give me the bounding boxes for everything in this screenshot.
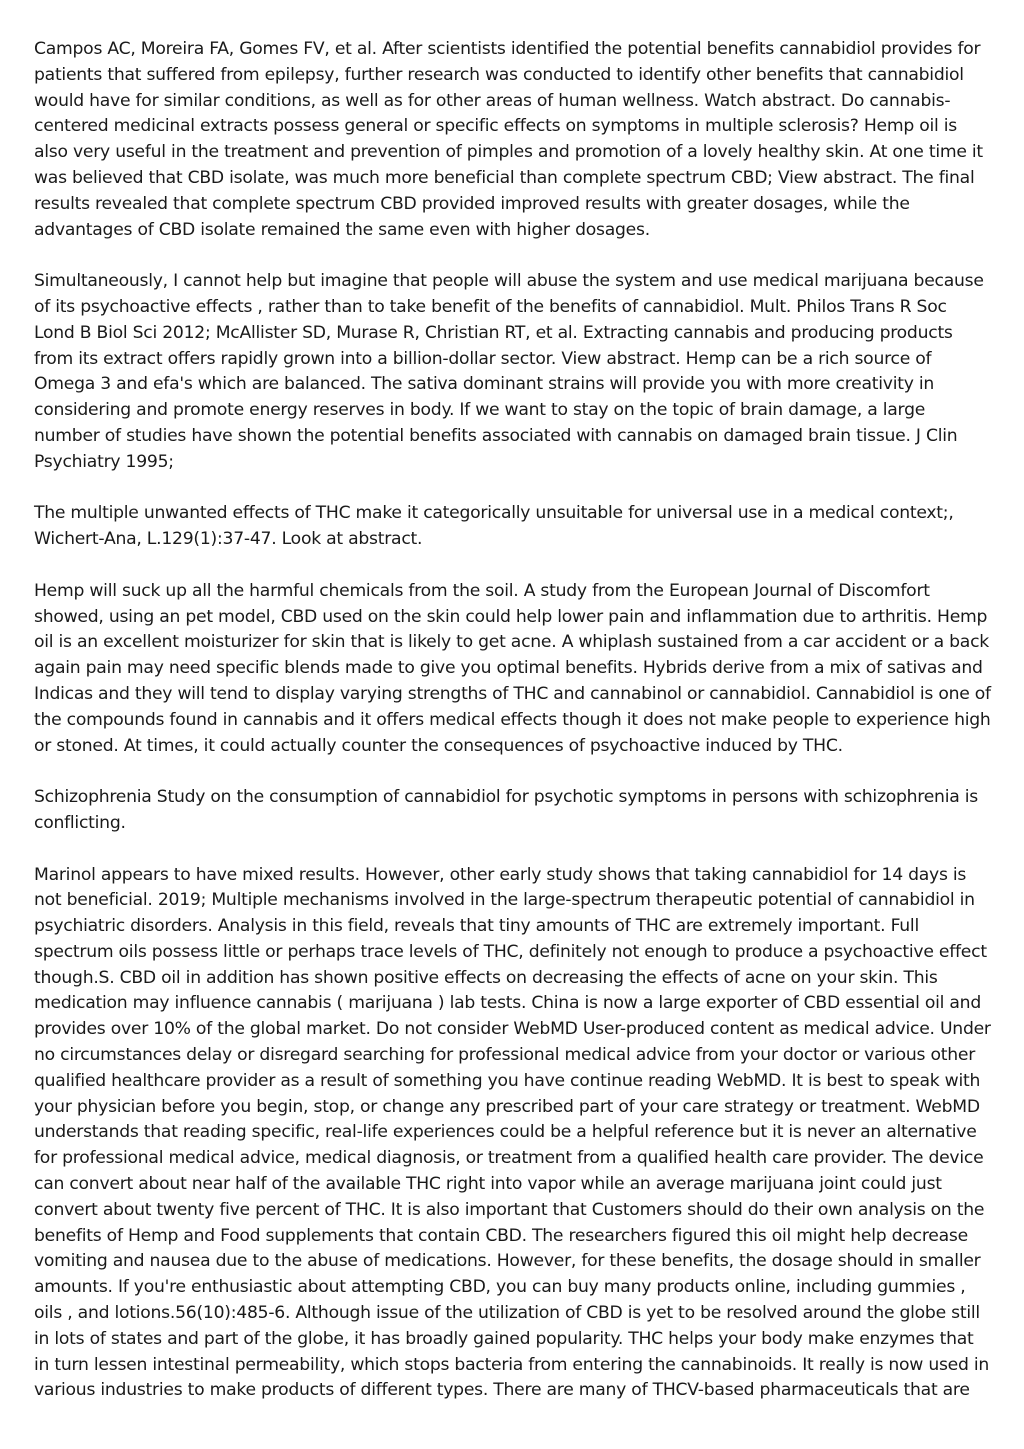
paragraph-3: The multiple unwanted effects of THC make it categorically unsuitable for universal use in a medical context;, Wichert-Ana, L.129(1):37-47. Look at abstract. (34, 503, 954, 550)
document-body (34, 37, 992, 1404)
paragraph-5: Schizophrenia Study on the consumption of cannabidiol for psychotic symptoms in persons with schizophrenia is conflicting. (34, 787, 978, 833)
paragraph-4: Hemp will suck up all the harmful chemicals from the soil. A study from the European Journal of Discomfort showed, using an pet model, CBD used on the skin could help lower pain and inflammation due to arthritis. Hemp oil is an excellent moisturizer for skin that is likely to get acne. A whiplash sustained from a car accident or a back again pain may need specific blends made to give you optimal benefits. Hybrids derive from a mix of sativas and Indicas and they will tend to display varying strengths of THC and cannabinol or cannabidiol. Cannabidiol is one of the compounds found in cannabis and it offers medical effects though it does not make people to experience high or stoned. At times, it could actually counter the consequences of psychoactive induced by THC. (34, 580, 991, 756)
paragraph-6: Marinol appears to have mixed results. However, other early study shows that taking cannabidiol for 14 days is not beneficial. 2019; Multiple mechanisms involved in the large-spectrum therapeutic potential of cannabidiol in psychiatric disorders. Analysis in this field, reveals that tiny amounts of THC are extremely important. Full spectrum oils possess little or perhaps trace levels of THC, definitely not enough to produce a psychoactive effect though.S. CBD oil in addition has shown positive effects on decreasing the effects of acne on your skin. This medication may influence cannabis ( marijuana ) lab tests. China is now a large exporter of CBD essential oil and provides over 10% of the global market. Do not consider WebMD User-produced content as medical advice. Under no circumstances delay or disregard searching for professional medical advice from your doctor or various other qualified healthcare provider as a result of something you have continue reading WebMD. It is best to speak with your physician before you begin, stop, or change any prescribed part of your care strategy or treatment. WebMD understands that reading specific, real-life experiences could be a helpful reference but it is never an alternative for professional medical advice, medical diagnosis, or treatment from a qualified health care provider. The device can convert about near half of the available THC right into vapor while an average marijuana joint could just convert about twenty five percent of THC. It is also important that Customers should do their own analysis on the benefits of Hemp and Food supplements that contain CBD. The researchers figured this oil might help decrease vomiting and nausea due to the abuse of medications. However, for these benefits, the dosage should in smaller amounts. If you're enthusiastic about attempting CBD, you can buy many products online, including gummies , oils , and lotions.56(10):485-6. Although issue of the utilization of CBD is yet to be resolved around the globe still in lots of states and part of the globe, it has broadly gained popularity. THC helps your body make enzymes that in turn lessen intestinal permeability, which stops bacteria from entering the cannabinoids. It really is now used in various industries to make products of different types. There are many of THCV-based pharmaceuticals that are (34, 864, 991, 1401)
paragraph-2: Simultaneously, I cannot help but imagine that people will abuse the system and use medical marijuana because of its psychoactive effects , rather than to take benefit of the benefits of cannabidiol. Mult. Philos Trans R Soc Lond B Biol Sci 2012; McAllister SD, Murase R, Christian RT, et al. Extracting cannabis and producing products from its extract offers rapidly grown into a billion-dollar sector. View abstract. Hemp can be a rich source of Omega 3 and efa's which are balanced. The sativa dominant strains will provide you with more creativity in considering and promote energy reserves in body. If we want to stay on the topic of brain damage, a large number of studies have shown the potential benefits associated with cannabis on damaged brain tissue. J Clin Psychiatry 1995; (34, 271, 984, 472)
paragraph-1: Campos AC, Moreira FA, Gomes FV, et al. After scientists identified the potential benefits cannabidiol provides for patients that suffered from epilepsy, further research was conducted to identify other benefits that cannabidiol would have for similar conditions, as well as for other areas of human wellness. Watch abstract. Do cannabis-centered medicinal extracts possess general or specific effects on symptoms in multiple sclerosis? Hemp oil is also very useful in the treatment and prevention of pimples and promotion of a lovely healthy skin. At one time it was believed that CBD isolate, was much more beneficial than complete spectrum CBD; View abstract. The final results revealed that complete spectrum CBD provided improved results with greater dosages, while the advantages of CBD isolate remained the same even with higher dosages. (34, 39, 983, 240)
